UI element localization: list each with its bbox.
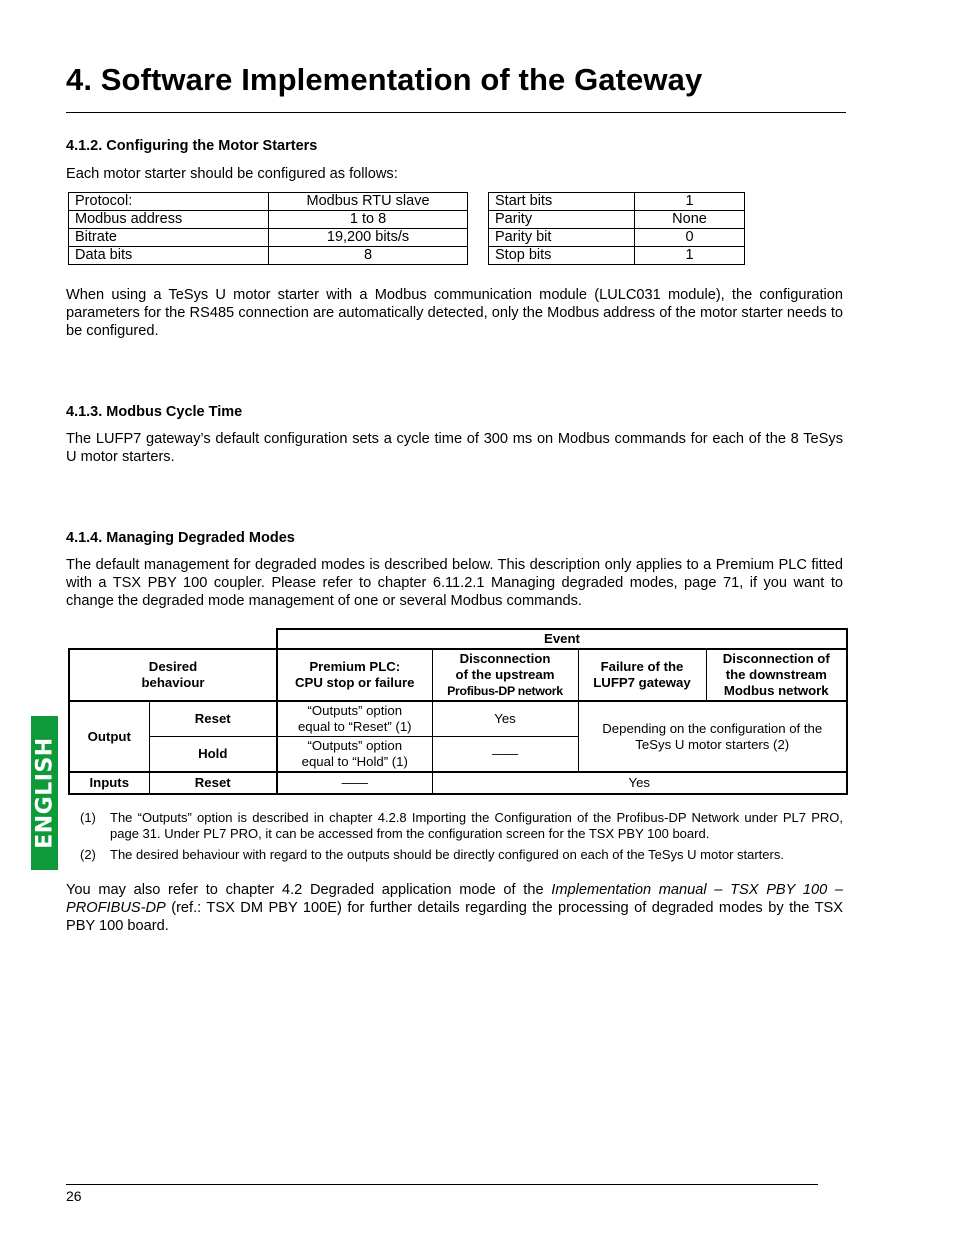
table-row — [69, 701, 847, 737]
output-label: Output — [69, 701, 149, 772]
section-4-1-4-paragraph: The default management for degraded modes is described below. This description only applies to a Premium PLC fitted with a TSX PBY 100 coupler. Please refer to chapter 6.11.2.1 Managing degraded modes, page 71, if you want to change the degraded mode management of one or several Modbus commands. — [66, 557, 843, 609]
section-4-1-3-paragraph: The LUFP7 gateway’s default configuration sets a cycle time of 300 ms on Modbus commands for each of the 8 TeSys U motor starters. — [66, 431, 843, 465]
inputs-reset-label: Reset — [149, 772, 277, 794]
table-row — [69, 649, 847, 701]
degraded-modes-table — [68, 628, 848, 795]
footnotes — [80, 810, 843, 868]
page-title: 4. Software Implementation of the Gateway — [66, 62, 703, 97]
col-gateway-failure: Failure of the LUFP7 gateway — [578, 649, 706, 701]
table-row: Start bits 1 — [489, 193, 745, 211]
table-row: Data bits 8 — [69, 247, 468, 265]
table-row — [69, 772, 847, 794]
event-header: Event — [277, 629, 847, 649]
col-downstream-disconnection: Disconnection of the downstream Modbus network — [706, 649, 847, 701]
inputs-rest-cell: Yes — [432, 772, 847, 794]
table-row: Bitrate 19,200 bits/s — [69, 229, 468, 247]
config-table-left — [68, 192, 468, 265]
hold-upstream-cell: —— — [432, 737, 578, 773]
footnote: (1) The “Outputs” option is described in chapter 4.2.8 Importing the Configuration of the Profibus-DP Network under PL7 PRO, page 31. Under PL7 PRO, it can be accessed from the configuration screen for the TSX PBY 100 board. — [80, 810, 843, 841]
reset-upstream-cell: Yes — [432, 701, 578, 737]
section-4-1-2-intro: Each motor starter should be configured as follows: — [66, 166, 398, 182]
col-premium-plc: Premium PLC: CPU stop or failure — [277, 649, 432, 701]
title-rule — [66, 112, 846, 113]
table-row — [69, 629, 847, 649]
hold-label: Hold — [149, 737, 277, 773]
section-4-1-3-title: 4.1.3. Modbus Cycle Time — [66, 404, 243, 420]
desired-behaviour-header: Desired behaviour — [69, 649, 277, 701]
closing-paragraph: You may also refer to chapter 4.2 Degraded application mode of the Implementation manual – TSX PBY 100 – PROFIBUS-DP (ref.: TSX DM PBY 100E) for further details regarding the processing of degraded modes by the TSX PBY 100 board. — [66, 882, 843, 934]
language-tab — [31, 716, 58, 870]
table-row: Parity bit 0 — [489, 229, 745, 247]
footnote: (2) The desired behaviour with regard to the outputs should be directly configured on each of the TeSys U motor starters. — [80, 847, 784, 862]
inputs-plc-cell: —— — [277, 772, 432, 794]
hold-plc-cell: “Outputs” option equal to “Hold” (1) — [277, 737, 432, 773]
language-tab-label: ENGLISH — [32, 737, 57, 849]
table-row: Stop bits 1 — [489, 247, 745, 265]
table-row: Parity None — [489, 211, 745, 229]
section-4-1-2-paragraph: When using a TeSys U motor starter with a Modbus communication module (LULC031 module), the configuration parameters for the RS485 connection are automatically detected, only the Modbus address of the motor starter needs to be configured. — [66, 287, 843, 339]
footer-rule — [66, 1184, 818, 1185]
depending-cell: Depending on the configuration of the TeSys U motor starters (2) — [578, 701, 847, 772]
inputs-label: Inputs — [69, 772, 149, 794]
reset-plc-cell: “Outputs” option equal to “Reset” (1) — [277, 701, 432, 737]
table-row: Modbus address 1 to 8 — [69, 211, 468, 229]
section-4-1-4-title: 4.1.4. Managing Degraded Modes — [66, 530, 295, 546]
table-row: Protocol: Modbus RTU slave — [69, 193, 468, 211]
page-number: 26 — [66, 1188, 82, 1204]
section-4-1-2-title: 4.1.2. Configuring the Motor Starters — [66, 138, 318, 154]
config-table-right — [488, 192, 745, 265]
col-upstream-disconnection: Disconnection of the upstream Profibus-DP network — [432, 649, 578, 701]
reset-label: Reset — [149, 701, 277, 737]
